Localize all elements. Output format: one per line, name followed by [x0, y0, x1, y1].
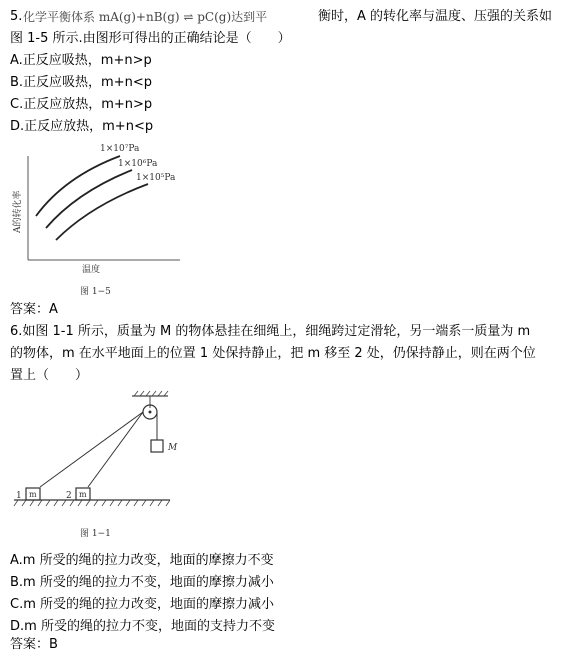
q5-curve-label-1e6: 1×10⁶Pa: [118, 159, 158, 169]
q5-stem: 衡时，A 的转化率与温度、压强的关系如: [318, 9, 553, 24]
q6-option-c: C.m 所受的绳的拉力改变，地面的摩擦力减小: [10, 597, 275, 612]
q5-curve-1e7: [36, 156, 120, 216]
q6-pulley-figure: [10, 390, 190, 550]
q5-option-b: B.正反应吸热，m+n<p: [10, 75, 152, 90]
q5-graph-caption: 图 1−5: [80, 287, 111, 297]
q6-figure-caption: 图 1−1: [80, 529, 111, 539]
q5-option-d: D.正反应放热，m+n<p: [10, 119, 154, 134]
q6-ground-hatch: [14, 500, 170, 506]
q5-formula: 化学平衡体系 mA(g)+nB(g) ⇌ pC(g)达到平: [23, 10, 268, 24]
q6-label-M: M: [168, 443, 178, 453]
q6-stem-line3: 置上（ ）: [10, 368, 89, 383]
q5-graph-ylabel: A的转化率: [13, 190, 23, 233]
q6-rope-position-2: [88, 412, 143, 487]
q6-label-m1: m: [29, 490, 37, 499]
q6-stem-line2: 的物体，m 在水平地面上的位置 1 处保持静止，把 m 移至 2 处，仍保持静止，则在两个位: [10, 346, 536, 361]
q5-curve-label-1e7: 1×10⁷Pa: [100, 144, 140, 154]
q5-answer: 答案：A: [10, 302, 58, 317]
q6-answer: 答案：B: [10, 637, 58, 652]
q5-number: 5.: [10, 9, 23, 24]
q5-curve-label-1e5: 1×10⁵Pa: [136, 173, 176, 183]
q6-pulley-axle: [149, 411, 152, 414]
q6-option-d: D.m 所受的绳的拉力不变，地面的支持力不变: [10, 619, 275, 634]
q5-stem-line2: 图 1-5 所示.由图形可得出的正确结论是（ ）: [10, 31, 291, 46]
q5-graph-xlabel: 温度: [82, 265, 101, 275]
q6-label-m2: m: [79, 490, 87, 499]
q5-graph-figure: [8, 138, 208, 300]
q5-curve-1e6: [46, 170, 132, 228]
q5-curve-1e5: [56, 184, 148, 240]
q6-mass-M: [151, 440, 163, 452]
q6-ceiling-hatch: [134, 391, 168, 396]
q5-option-c: C.正反应放热，m+n>p: [10, 97, 153, 112]
q6-label-2: 2: [66, 491, 72, 501]
q6-label-1: 1: [16, 491, 22, 501]
q6-rope-position-1: [40, 412, 143, 487]
q6-option-b: B.m 所受的绳的拉力不变，地面的摩擦力减小: [10, 575, 274, 590]
q6-stem-line1: 6.如图 1-1 所示，质量为 M 的物体悬挂在细绳上，细绳跨过定滑轮，另一端系一质量为 m: [10, 324, 531, 339]
q6-option-a: A.m 所受的绳的拉力改变，地面的摩擦力不变: [10, 553, 274, 568]
q5-option-a: A.正反应吸热，m+n>p: [10, 53, 152, 68]
